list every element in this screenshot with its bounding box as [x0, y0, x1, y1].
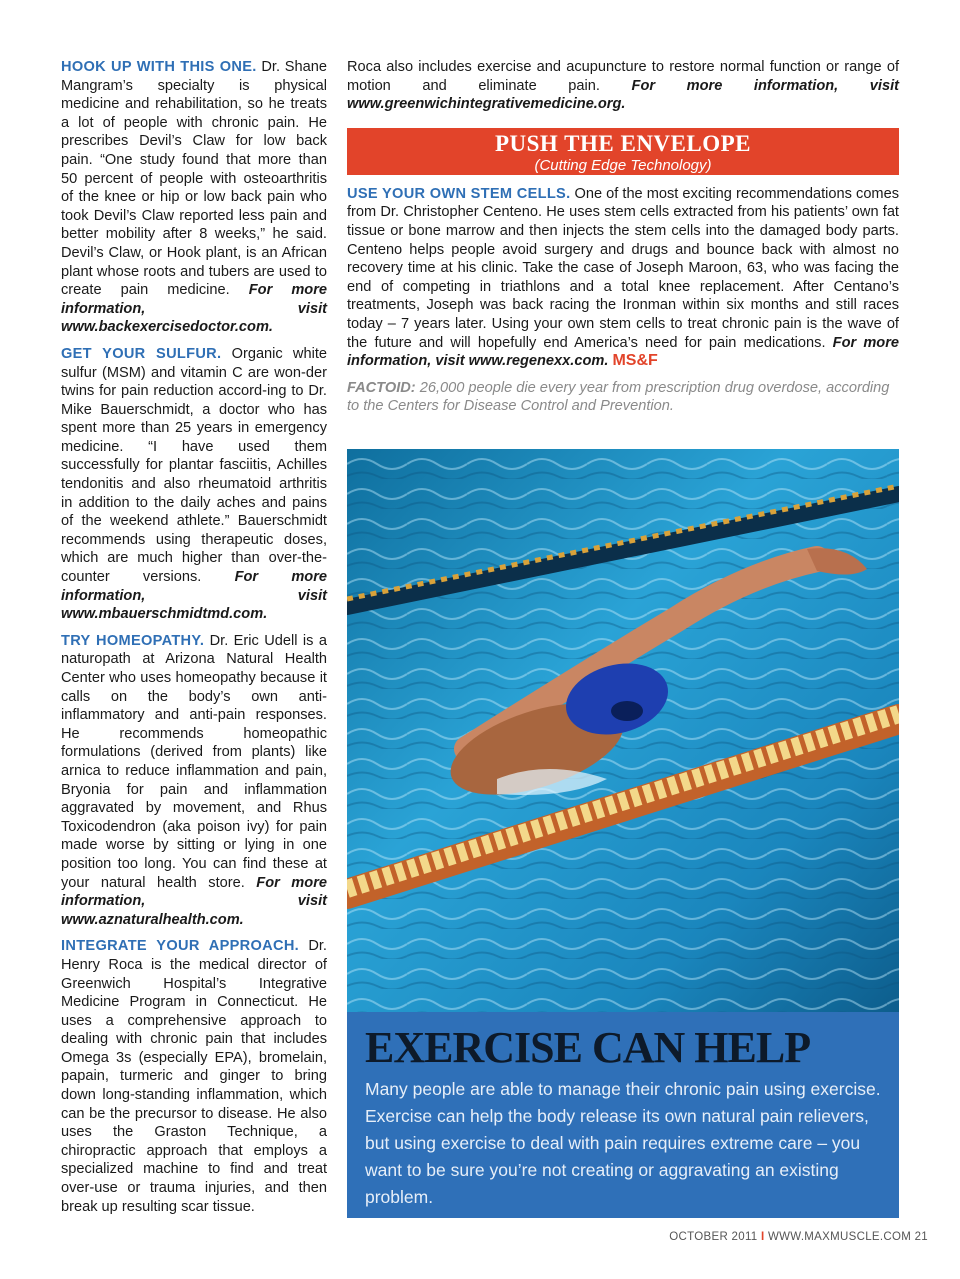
- section-integrate: [61, 937, 327, 1216]
- continued-link: For more information, visit www.greenwichintegrativemedicine.org.: [347, 77, 900, 113]
- callout-body: Many people are able to manage their chronic pain using exercise. Exercise can help the body release its own natural pain relievers, but using exercise to deal with pain requires extreme care – you want to be sure you’re not creating or aggravating an existing problem.: [365, 1079, 881, 1207]
- continued-text: Roca also includes exercise and acupuncture to restore normal function or range of motion and eliminate pain.: [347, 59, 899, 94]
- footer-separator: I: [760, 1231, 765, 1243]
- left-column: [61, 58, 327, 1224]
- right-column: [347, 58, 899, 416]
- exercise-callout: [347, 1012, 899, 1218]
- callout-title: EXERCISE CAN HELP: [365, 1023, 811, 1072]
- section-banner: [347, 128, 899, 175]
- banner-subtitle: (Cutting Edge Technology): [534, 156, 712, 174]
- footer-site: WWW.MAXMUSCLE.COM: [767, 1231, 912, 1243]
- banner-title: PUSH THE ENVELOPE: [494, 130, 752, 156]
- page-number: 21: [914, 1231, 928, 1243]
- section-link: For more information, visit www.mbauerschmidtmd.com.: [61, 569, 327, 623]
- swimmer-photo: [347, 449, 899, 1012]
- section-heading: HOOK UP WITH THIS ONE.: [61, 59, 257, 75]
- goggles: [611, 701, 643, 721]
- footer-date: OCTOBER 2011: [669, 1231, 758, 1243]
- factoid: [347, 379, 899, 416]
- section-body: One of the most exciting recommendations comes from Dr. Christopher Centeno. He uses stem cells extracted from his patients’ own fat tissue or bone marrow and then injects the stem cells into the damaged body parts. Centeno helps people avoid surgery and drugs and bounce back with almost no recovery time at his clinic. Take the case of Joseph Maroon, 63, who was facing the end of competing in triathlons and a total knee replacement. After Centano’s treatments, Joseph was back racing the Ironman within six months and still races today – 7 years later. Using your own stem cells to treat chronic pain is the wave of the future and will hopefully end America’s need for pain medications.: [347, 185, 900, 351]
- section-homeopathy: [61, 632, 327, 930]
- section-link: For more information, visit www.backexercisedoctor.com.: [61, 282, 328, 336]
- section-hook-up: [61, 58, 327, 337]
- page-footer: [669, 1231, 928, 1243]
- end-mark: MS&F: [612, 352, 658, 370]
- section-body: Dr. Henry Roca is the medical director of Greenwich Hospital’s Integrative Medicine Program in Connecticut. He uses a comprehensive approach to dealing with chronic pain that includes Omega 3s (especially EPA), bromelain, papain, turmeric and ginger to bring down long-standing inflammation, which can be the precursor to disease. He also uses the Graston Technique, a chiropractic approach that employs a specialized machine to find and treat over-use or trauma injuries, and then break up resulting scar tissue.: [61, 938, 327, 1215]
- section-heading: GET YOUR SULFUR.: [61, 345, 222, 362]
- section-body: Organic white sulfur (MSM) and vitamin C are won-der twins for pain reduction accord-ing to Dr. Mike Bauerschmidt, a doctor who has spent more than 25 years in emergency medicine. “I have used them successfully for plantar fasciitis, Achilles tendonitis and also rheumatoid arthritis in addition to the daily aches and pains of the weekend athlete.” Bauerschmidt recommends using therapeutic doses, which are much higher than over-the-counter versions.: [61, 345, 328, 586]
- section-link: For more information, visit www.regenexx.com.: [347, 334, 900, 370]
- section-heading: TRY HOMEOPATHY.: [61, 632, 205, 649]
- section-stem-cells: [347, 185, 899, 371]
- factoid-text: 26,000 people die every year from prescription drug overdose, according to the Centers for Disease Control and Prevention.: [347, 379, 890, 415]
- section-body: Dr. Shane Mangram’s specialty is physical medicine and rehabilitation, so he treats a lot of people with chronic pain. He prescribes Devil’s Claw for low back pain. “One study found that more than 50 percent of people with osteoarthritis of the knee or hip or low back pain who took Devil’s Claw reported less pain and better mobility after 8 weeks,” he said. Devil’s Claw, or Hook plant, is an African plant whose roots and tubers are used to create pain medicine.: [61, 59, 327, 299]
- section-heading: INTEGRATE YOUR APPROACH.: [61, 938, 300, 955]
- factoid-label: FACTOID:: [347, 379, 416, 396]
- swimmer-illustration: [347, 449, 899, 1012]
- continued-paragraph: [347, 58, 899, 114]
- section-body: Dr. Eric Udell is a naturopath at Arizona Natural Health Center who uses homeopathy because it calls on the body’s own anti-inflammatory and anti-pain responses. He recommends homeopathic formulations (derived from plants) like arnica to reduce inflammation and pain, Bryonia for pain and inflammation aggravated by movement, and Rhus Toxicodendron (aka poison ivy) for pain made worse by sitting or lying in one position too long. You can find these at your natural health store.: [61, 632, 327, 891]
- section-sulfur: [61, 345, 327, 624]
- section-link: For more information, visit www.aznaturalhealth.com.: [61, 874, 327, 928]
- section-heading: USE YOUR OWN STEM CELLS.: [347, 185, 571, 202]
